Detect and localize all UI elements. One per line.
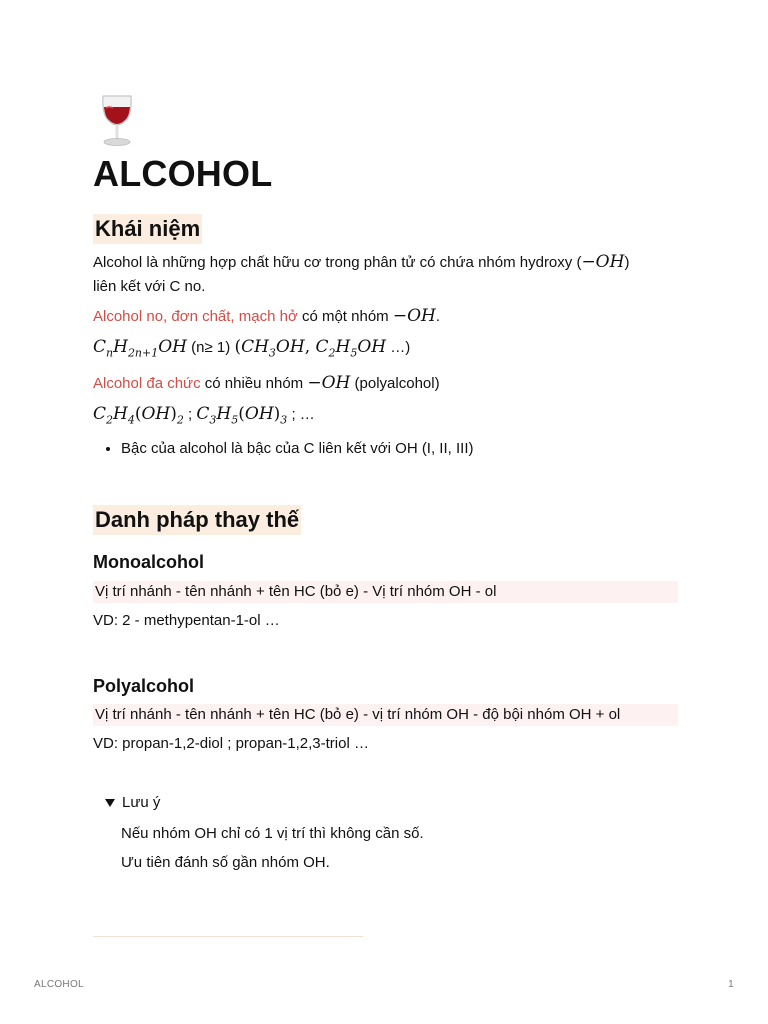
note-line: Ưu tiên đánh số gần nhóm OH. [121, 853, 330, 871]
page-title: ALCOHOL [93, 153, 273, 194]
note-line: Nếu nhóm OH chỉ có 1 vị trí thì không cần số. [121, 824, 424, 842]
wine-glass-icon [97, 92, 137, 148]
polyalcohol-rule-block: Vị trí nhánh - tên nhánh + tên HC (bỏ e) - vị trí nhóm OH - độ bội nhóm OH + ol [93, 704, 678, 726]
monoalcohol-example: VD: 2 - methypentan-1-ol … [93, 611, 280, 629]
section-heading-nomenclature: Danh pháp thay thế [93, 505, 678, 535]
bullet-list [93, 437, 678, 461]
divider [93, 936, 363, 937]
monoalcohol-definition: Alcohol no, đơn chất, mạch hở có một nhóm −OH. [93, 306, 441, 326]
formula-polyalcohol: $C_2H_4(OH)_2$ ; $C_3H_5(OH)_3$ ; … [93, 404, 315, 427]
polyalcohol-definition: Alcohol đa chức có nhiều nhóm −OH (polyalcohol) [93, 373, 440, 394]
section-heading-concept: Khái niệm [93, 214, 678, 244]
definition-paragraph: Alcohol là những hợp chất hữu cơ trong phân tử có chứa nhóm hydroxy (−OH) liên kết với C no. [93, 252, 630, 295]
monoalcohol-rule-block: Vị trí nhánh - tên nhánh + tên HC (bỏ e) - Vị trí nhóm OH - ol [93, 581, 678, 603]
polyalcohol-example: VD: propan-1,2-diol ; propan-1,2,3-triol … [93, 734, 369, 752]
formula-general: $C_nH_{2n+1}OH$ (n≥ 1) ($CH_3OH$, $C_2H_5OH$ …) [93, 337, 411, 360]
subheading-polyalcohol: Polyalcohol [93, 675, 195, 696]
subheading-monoalcohol: Monoalcohol [93, 551, 204, 572]
list-item: • Bậc của alcohol là bậc của C liên kết với OH (I, II, III) [121, 437, 678, 461]
page-number: 1 [728, 979, 734, 990]
note-content [93, 819, 678, 877]
footer-title: ALCOHOL [34, 979, 84, 990]
note-toggle-label: Lưu ý [122, 793, 161, 811]
note-toggle[interactable] [93, 791, 678, 815]
document-page [93, 92, 678, 877]
triangle-down-icon[interactable] [105, 799, 115, 807]
